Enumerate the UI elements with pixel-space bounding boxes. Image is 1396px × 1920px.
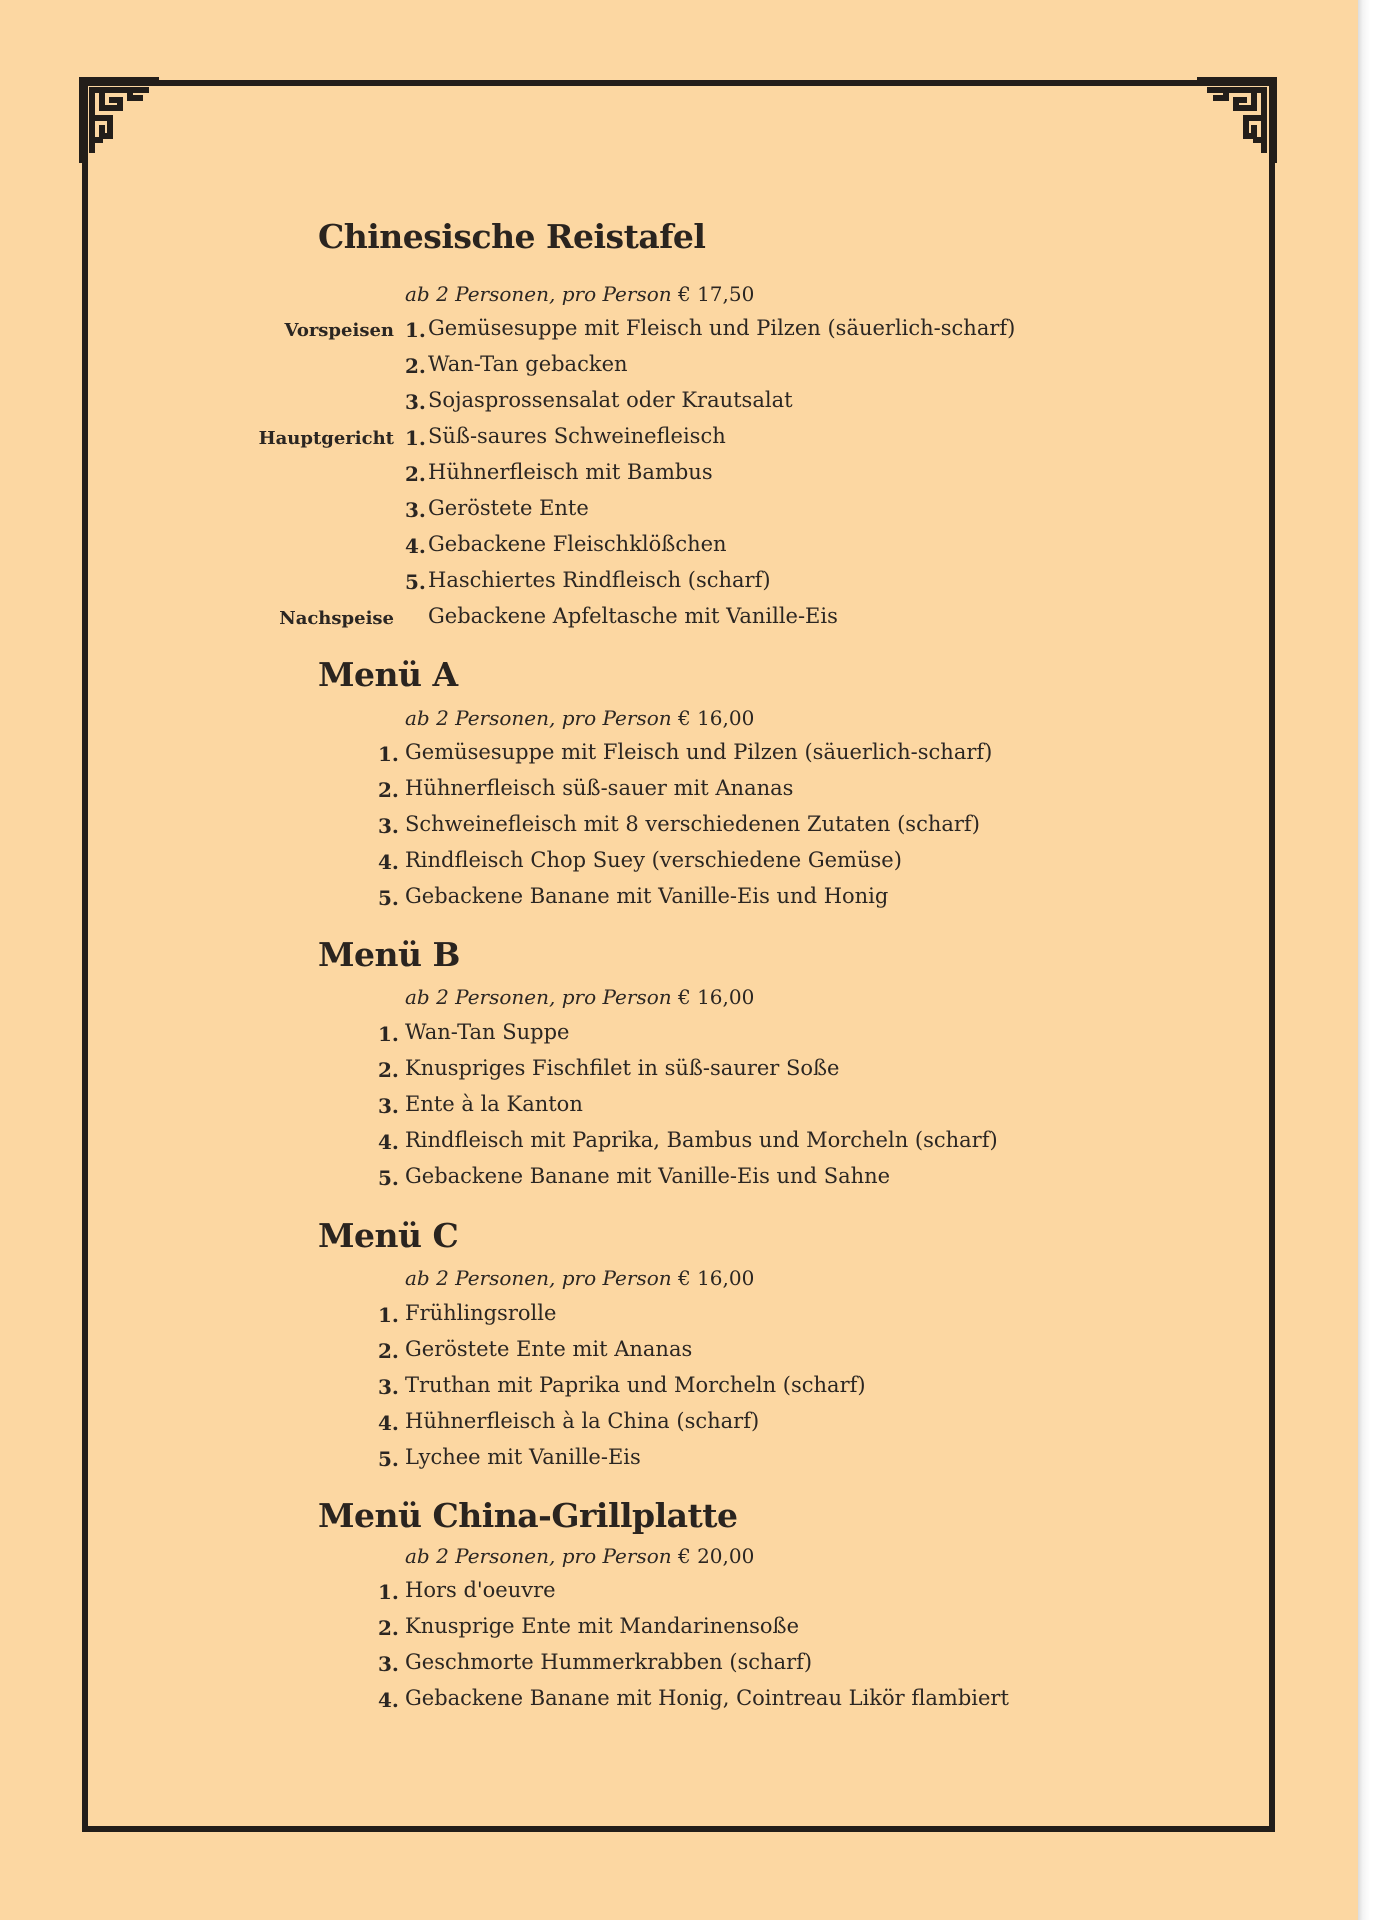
list-item: Hühnerfleisch süß-sauer mit Ananas	[405, 776, 794, 800]
price-line	[405, 1544, 754, 1568]
list-item: Gemüsesuppe mit Fleisch und Pilzen (säuerlich-scharf)	[428, 316, 1016, 340]
list-item: Wan-Tan gebacken	[428, 352, 628, 376]
price-amount: € 16,00	[678, 985, 755, 1009]
list-item: Gebackene Banane mit Vanille-Eis und Honig	[405, 884, 889, 908]
list-item: Gemüsesuppe mit Fleisch und Pilzen (säuerlich-scharf)	[405, 740, 993, 764]
price-amount: € 17,50	[678, 282, 755, 306]
list-item: Truthan mit Paprika und Morcheln (scharf)	[405, 1373, 866, 1397]
list-item: Rindfleisch mit Paprika, Bambus und Morcheln (scharf)	[405, 1128, 998, 1152]
item-number: 1.	[405, 318, 426, 342]
page-border	[82, 80, 1275, 1832]
list-item: Geschmorte Hummerkrabben (scharf)	[405, 1650, 813, 1674]
list-item: Knuspriges Fischfilet in süß-saurer Soße	[405, 1056, 840, 1080]
price-note: ab 2 Personen, pro Person	[405, 282, 672, 306]
course-label: Vorspeisen	[284, 320, 394, 341]
item-number: 2.	[378, 1058, 399, 1082]
list-item: Geröstete Ente mit Ananas	[405, 1337, 693, 1361]
scan-edge	[1358, 0, 1396, 1920]
item-number: 4.	[378, 850, 399, 874]
price-line	[405, 706, 754, 730]
section-title: Menü A	[318, 655, 458, 694]
chinese-fret-corner-icon	[1196, 76, 1278, 164]
item-number: 1.	[405, 426, 426, 450]
price-amount: € 16,00	[678, 706, 755, 730]
list-item: Süß-saures Schweinefleisch	[428, 424, 726, 448]
price-line	[405, 282, 754, 306]
item-number: 5.	[378, 886, 399, 910]
price-line	[405, 985, 754, 1009]
section-title: Menü B	[318, 935, 460, 974]
list-item: Geröstete Ente	[428, 496, 589, 520]
list-item: Sojasprossensalat oder Krautsalat	[428, 388, 793, 412]
item-number: 3.	[378, 814, 399, 838]
course-label: Nachspeise	[279, 608, 394, 629]
item-number: 3.	[405, 390, 426, 414]
price-note: ab 2 Personen, pro Person	[405, 1544, 672, 1568]
item-number: 1.	[378, 1580, 399, 1604]
list-item: Hors d'oeuvre	[405, 1578, 556, 1602]
item-number: 1.	[378, 1303, 399, 1327]
item-number: 2.	[405, 354, 426, 378]
section-title: Menü China-Grillplatte	[318, 1496, 738, 1535]
item-number: 3.	[405, 498, 426, 522]
item-number: 1.	[378, 1022, 399, 1046]
price-line	[405, 1266, 754, 1290]
list-item: Gebackene Apfeltasche mit Vanille-Eis	[428, 604, 838, 628]
price-note: ab 2 Personen, pro Person	[405, 706, 672, 730]
item-number: 2.	[378, 778, 399, 802]
list-item: Hühnerfleisch mit Bambus	[428, 460, 713, 484]
list-item: Gebackene Banane mit Honig, Cointreau Likör flambiert	[405, 1686, 1009, 1710]
price-amount: € 20,00	[678, 1544, 755, 1568]
list-item: Schweinefleisch mit 8 verschiedenen Zutaten (scharf)	[405, 812, 980, 836]
item-number: 5.	[405, 570, 426, 594]
list-item: Frühlingsrolle	[405, 1301, 557, 1325]
price-amount: € 16,00	[678, 1266, 755, 1290]
item-number: 2.	[378, 1616, 399, 1640]
list-item: Lychee mit Vanille-Eis	[405, 1445, 641, 1469]
section-title: Chinesische Reistafel	[318, 217, 706, 256]
price-note: ab 2 Personen, pro Person	[405, 985, 672, 1009]
item-number: 4.	[405, 534, 426, 558]
item-number: 3.	[378, 1094, 399, 1118]
section-title: Menü C	[318, 1216, 459, 1255]
list-item: Haschiertes Rindfleisch (scharf)	[428, 568, 771, 592]
item-number: 2.	[378, 1339, 399, 1363]
list-item: Gebackene Banane mit Vanille-Eis und Sahne	[405, 1164, 891, 1188]
list-item: Rindfleisch Chop Suey (verschiedene Gemüse)	[405, 848, 902, 872]
item-number: 2.	[405, 462, 426, 486]
list-item: Knusprige Ente mit Mandarinensoße	[405, 1614, 800, 1638]
item-number: 4.	[378, 1688, 399, 1712]
item-number: 5.	[378, 1166, 399, 1190]
chinese-fret-corner-icon	[78, 76, 160, 164]
list-item: Gebackene Fleischklößchen	[428, 532, 727, 556]
list-item: Ente à la Kanton	[405, 1092, 583, 1116]
item-number: 3.	[378, 1652, 399, 1676]
list-item: Hühnerfleisch à la China (scharf)	[405, 1409, 760, 1433]
course-label: Hauptgericht	[258, 428, 394, 449]
item-number: 5.	[378, 1447, 399, 1471]
price-note: ab 2 Personen, pro Person	[405, 1266, 672, 1290]
item-number: 4.	[378, 1130, 399, 1154]
list-item: Wan-Tan Suppe	[405, 1020, 570, 1044]
item-number: 3.	[378, 1375, 399, 1399]
item-number: 4.	[378, 1411, 399, 1435]
item-number: 1.	[378, 742, 399, 766]
